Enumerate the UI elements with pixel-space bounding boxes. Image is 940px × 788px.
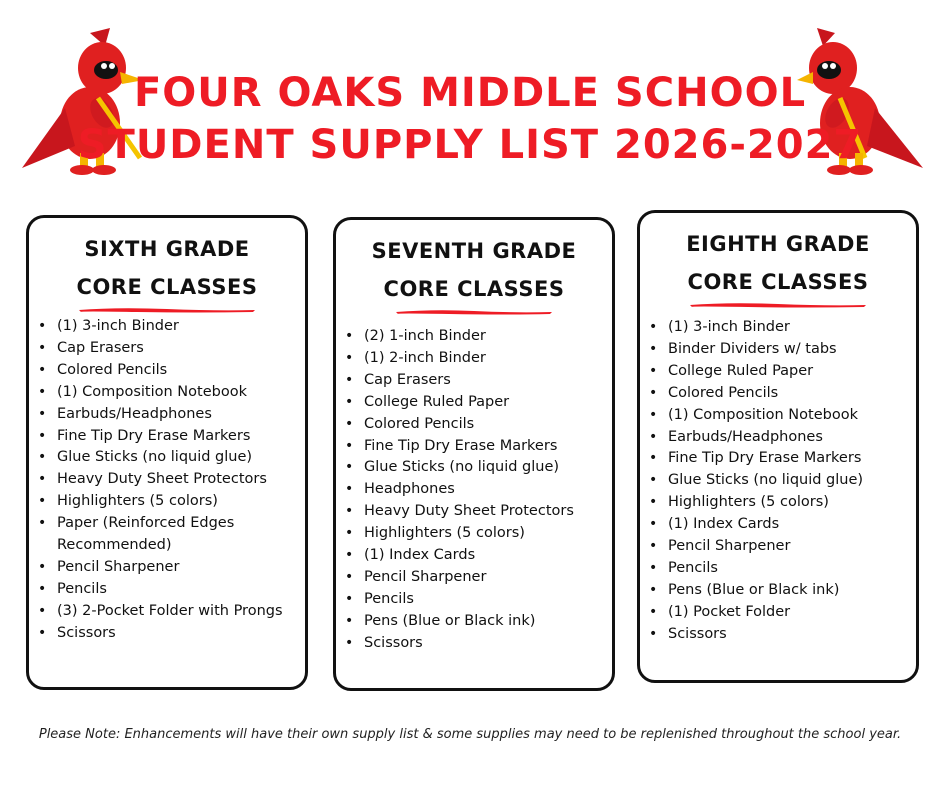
- list-item: • Colored Pencils: [57, 360, 305, 382]
- list-item: • (1) Index Cards: [668, 514, 916, 536]
- list-item: • Glue Sticks (no liquid glue): [57, 447, 305, 469]
- list-item: • (3) 2-Pocket Folder with Prongs: [57, 601, 305, 623]
- list-item: • Scissors: [364, 633, 612, 655]
- list-item: • Pencil Sharpener: [57, 557, 305, 579]
- brush-stroke-underline: [394, 308, 554, 316]
- supply-list: [640, 317, 916, 646]
- list-item: • Earbuds/Headphones: [668, 427, 916, 449]
- grade-subheading: CORE CLASSES: [687, 270, 869, 294]
- seventh-grade-card: [333, 217, 615, 691]
- list-item: • (1) Pocket Folder: [668, 602, 916, 624]
- page-title-line2: STUDENT SUPPLY LIST 2026-2027: [77, 122, 863, 168]
- list-item: • (1) 3-inch Binder: [668, 317, 916, 339]
- list-item: • Fine Tip Dry Erase Markers: [668, 448, 916, 470]
- list-item: • College Ruled Paper: [364, 392, 612, 414]
- grade-heading: SEVENTH GRADE: [371, 239, 577, 263]
- brush-stroke-underline: [77, 306, 257, 314]
- list-item: • Highlighters (5 colors): [668, 492, 916, 514]
- supply-list: [336, 326, 612, 655]
- list-item: • (1) Composition Notebook: [57, 382, 305, 404]
- list-item: • Pencil Sharpener: [364, 567, 612, 589]
- list-item: • (1) Composition Notebook: [668, 405, 916, 427]
- list-item: • (1) 3-inch Binder: [57, 316, 305, 338]
- list-item: • Glue Sticks (no liquid glue): [364, 457, 612, 479]
- list-item: • Earbuds/Headphones: [57, 404, 305, 426]
- list-item: • (2) 1-inch Binder: [364, 326, 612, 348]
- list-item: • Paper (Reinforced Edges Recommended): [57, 513, 257, 557]
- list-item: • Pencils: [364, 589, 612, 611]
- list-item: • Headphones: [364, 479, 612, 501]
- list-item: • Highlighters (5 colors): [57, 491, 305, 513]
- list-item: • Scissors: [57, 623, 305, 645]
- list-item: • Pens (Blue or Black ink): [364, 611, 612, 633]
- list-item: • Binder Dividers w/ tabs: [668, 339, 916, 361]
- list-item: • Cap Erasers: [57, 338, 305, 360]
- list-item: • Colored Pencils: [364, 414, 612, 436]
- supply-list: [29, 316, 305, 645]
- list-item: • Heavy Duty Sheet Protectors: [57, 469, 305, 491]
- list-item: • College Ruled Paper: [668, 361, 916, 383]
- eighth-grade-card: [637, 210, 919, 683]
- list-item: • Heavy Duty Sheet Protectors: [364, 501, 612, 523]
- grade-heading: EIGHTH GRADE: [686, 232, 870, 256]
- list-item: • Highlighters (5 colors): [364, 523, 612, 545]
- list-item: • (1) Index Cards: [364, 545, 612, 567]
- list-item: • Glue Sticks (no liquid glue): [668, 470, 916, 492]
- grade-subheading: CORE CLASSES: [383, 277, 565, 301]
- list-item: • Colored Pencils: [668, 383, 916, 405]
- list-item: • Pencils: [57, 579, 305, 601]
- page-title-line1: FOUR OAKS MIDDLE SCHOOL: [133, 70, 807, 116]
- sixth-grade-card: [26, 215, 308, 690]
- list-item: • Fine Tip Dry Erase Markers: [364, 436, 612, 458]
- grade-subheading: CORE CLASSES: [76, 275, 258, 299]
- list-item: • Scissors: [668, 624, 916, 646]
- list-item: • Pencils: [668, 558, 916, 580]
- list-item: • Fine Tip Dry Erase Markers: [57, 426, 305, 448]
- list-item: • Cap Erasers: [364, 370, 612, 392]
- grade-heading: SIXTH GRADE: [84, 237, 250, 261]
- list-item: • Pencil Sharpener: [668, 536, 916, 558]
- brush-stroke-underline: [688, 301, 868, 309]
- list-item: • (1) 2-inch Binder: [364, 348, 612, 370]
- footer-note: Please Note: Enhancements will have their own supply list & some supplies may need to be replenished throughout the school year.: [38, 727, 902, 742]
- list-item: • Pens (Blue or Black ink): [668, 580, 916, 602]
